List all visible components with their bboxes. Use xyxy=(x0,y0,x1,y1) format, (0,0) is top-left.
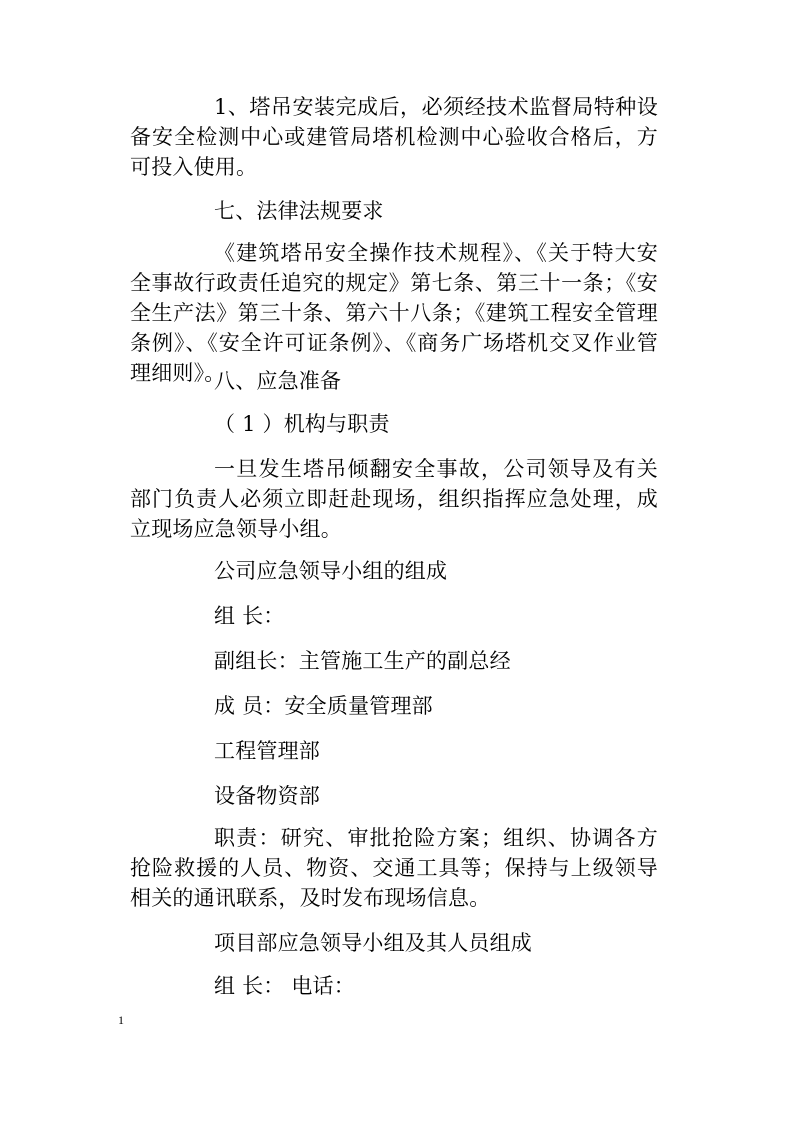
heading-project-team: 项目部应急领导小组及其人员组成 xyxy=(214,931,532,955)
engineering-dept-line: 工程管理部 xyxy=(214,739,320,763)
equipment-dept-line: 设备物资部 xyxy=(214,784,320,808)
members-line: 成 员：安全质量管理部 xyxy=(214,694,433,718)
deputy-leader-line: 副组长：主管施工生产的副总经 xyxy=(214,649,511,673)
paragraph-team-duties: 职责：研究、审批抢险方案；组织、协调各方抢险救援的人员、物资、交通工具等；保持与上级领导相关的通讯联系，及时发布现场信息。 xyxy=(130,826,658,910)
paragraph-accident-response: 一旦发生塔吊倾翻安全事故，公司领导及有关部门负责人必须立即赶赴现场，组织指挥应急处理，成立现场应急领导小组。 xyxy=(130,457,658,541)
heading-laws-regulations: 七、法律法规要求 xyxy=(214,199,384,223)
heading-company-team: 公司应急领导小组的组成 xyxy=(214,559,448,583)
paragraph-tower-crane-acceptance: 1、塔吊安装完成后，必须经技术监督局特种设备安全检测中心或建管局塔机检测中心验收合格后，方可投入使用。 xyxy=(130,95,658,179)
paragraph-laws-list: 《建筑塔吊安全操作技术规程》、《关于特大安全事故行政责任追究的规定》第七条、第三十一条；《安全生产法》第三十条、第六十八条；《建筑工程安全管理条例》、《安全许可证条例》、《商务广场塔机交叉作业管理细则》。 xyxy=(130,241,658,385)
team-leader-line: 组 长： xyxy=(214,604,285,628)
heading-organization-duties: （ 1 ）机构与职责 xyxy=(214,412,390,436)
page-number: 1 xyxy=(118,1013,124,1027)
heading-emergency-preparation: 八、应急准备 xyxy=(214,369,342,393)
project-leader-phone-line: 组 长： 电话： xyxy=(214,974,355,998)
